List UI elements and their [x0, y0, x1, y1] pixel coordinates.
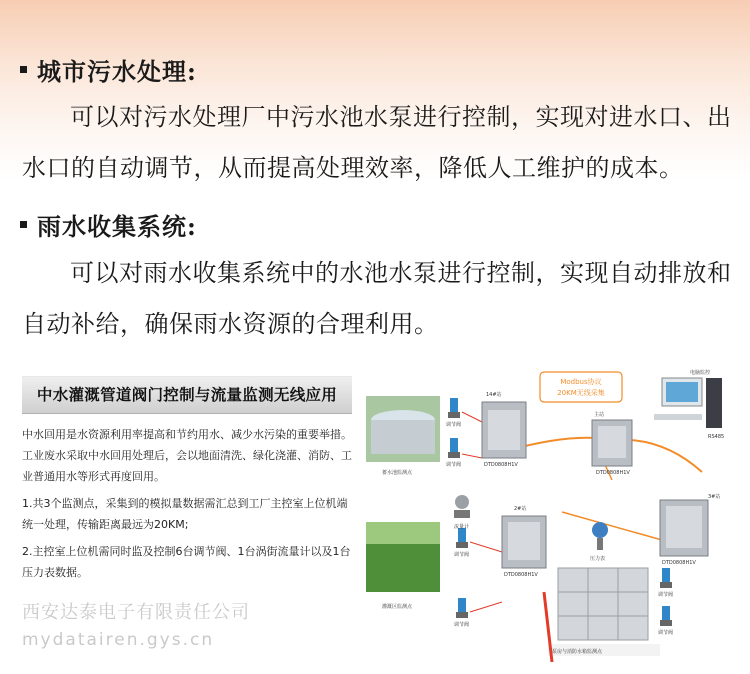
valve-label: 调节阀 — [454, 552, 470, 558]
system-diagram — [362, 362, 750, 674]
valve-label: 调节阀 — [446, 422, 462, 428]
cabinet-panel — [598, 426, 626, 458]
monitor-screen — [666, 382, 698, 402]
station-model: DTD0808H1V — [596, 470, 630, 476]
station-3-label: 3#站 — [708, 494, 721, 500]
valve-label: 调节阀 — [454, 622, 470, 628]
valve-icon — [456, 598, 468, 618]
valve-label: 调节阀 — [446, 462, 462, 468]
pc-label: 电脑监控 — [690, 370, 711, 376]
pc-model: RS485 — [708, 434, 725, 440]
pressure-gauge-icon — [592, 522, 608, 550]
cabinet-panel — [508, 522, 540, 560]
figure-description — [22, 424, 352, 589]
station-model: DTD0808H1V — [504, 572, 538, 578]
water-tank-icon — [558, 568, 648, 640]
flow-label: 流量计 — [454, 524, 470, 530]
protocol-label: Modbus协议 — [560, 378, 602, 386]
station-model: DTD0808H1V — [484, 462, 518, 468]
valve-icon — [660, 606, 672, 626]
protocol-badge — [540, 372, 622, 402]
main-station-label: 主站 — [594, 412, 605, 418]
protocol-label: 20KM无线采集 — [557, 389, 605, 397]
watermark-url: mydatairen.gys.cn — [22, 630, 215, 650]
valve-icon — [456, 528, 468, 548]
point-pool-label: 蓄水池监测点 — [382, 470, 413, 476]
pc-tower-icon — [706, 378, 722, 428]
cabinet-panel — [488, 410, 520, 450]
desc-paragraph: 中水回用是水资源利用率提高和节约用水、减少水污染的重要举措。工业废水采取中水回用处理后，会以地面清洗、绿化浇灌、消防、工业普通用水等形式再度回用。 — [22, 428, 352, 483]
application-figure — [0, 362, 750, 674]
valve-icon — [448, 398, 460, 418]
point-irrigation-label: 灌溉区监测点 — [382, 604, 413, 610]
section-heading-rainwater — [20, 207, 197, 242]
desc-paragraph: 1.共3个监测点，采集到的模拟量数据需汇总到工厂主控室上位机端统一处理，传输距离最远为20KM; — [22, 497, 348, 531]
bullet-icon — [20, 221, 27, 228]
irrigation-sky — [366, 522, 440, 544]
bullet-icon — [20, 66, 27, 73]
valve-label: 调节阀 — [658, 630, 674, 636]
station-model: DTD0808H1V — [662, 560, 696, 566]
pressure-label: 压力表 — [590, 556, 606, 562]
cabinet-panel — [666, 506, 702, 548]
heading-text: 雨水收集系统: — [37, 212, 197, 241]
station-2-label: 2#站 — [514, 506, 527, 512]
paragraph-rainwater: 可以对雨水收集系统中的水池水泵进行控制，实现自动排放和自动补给，确保雨水资源的合理利用。 — [22, 259, 732, 338]
point-pump-label: 泵房与消防水箱监测点 — [552, 649, 603, 655]
station-14-label: 14#站 — [486, 392, 502, 398]
section-heading-sewage — [20, 52, 197, 87]
pool-tank-body — [371, 420, 435, 454]
desc-paragraph: 2.主控室上位机需同时监及控制6台调节阀、1台涡街流量计以及1台压力表数据。 — [22, 545, 351, 579]
paragraph-sewage: 可以对污水处理厂中污水池水泵进行控制，实现对进水口、出水口的自动调节，从而提高处理效率，降低人工维护的成本。 — [22, 103, 732, 182]
keyboard-icon — [654, 414, 702, 420]
valve-icon — [448, 438, 460, 458]
valve-label: 调节阀 — [658, 592, 674, 598]
wireless-link-line — [562, 512, 662, 540]
heading-text: 城市污水处理: — [37, 57, 197, 86]
flow-meter-icon — [454, 495, 470, 518]
watermark-company: 西安达泰电子有限责任公司 — [22, 602, 250, 623]
figure-title: 中水灌溉管道阀门控制与流量监测无线应用 — [22, 376, 352, 414]
valve-icon — [660, 568, 672, 588]
